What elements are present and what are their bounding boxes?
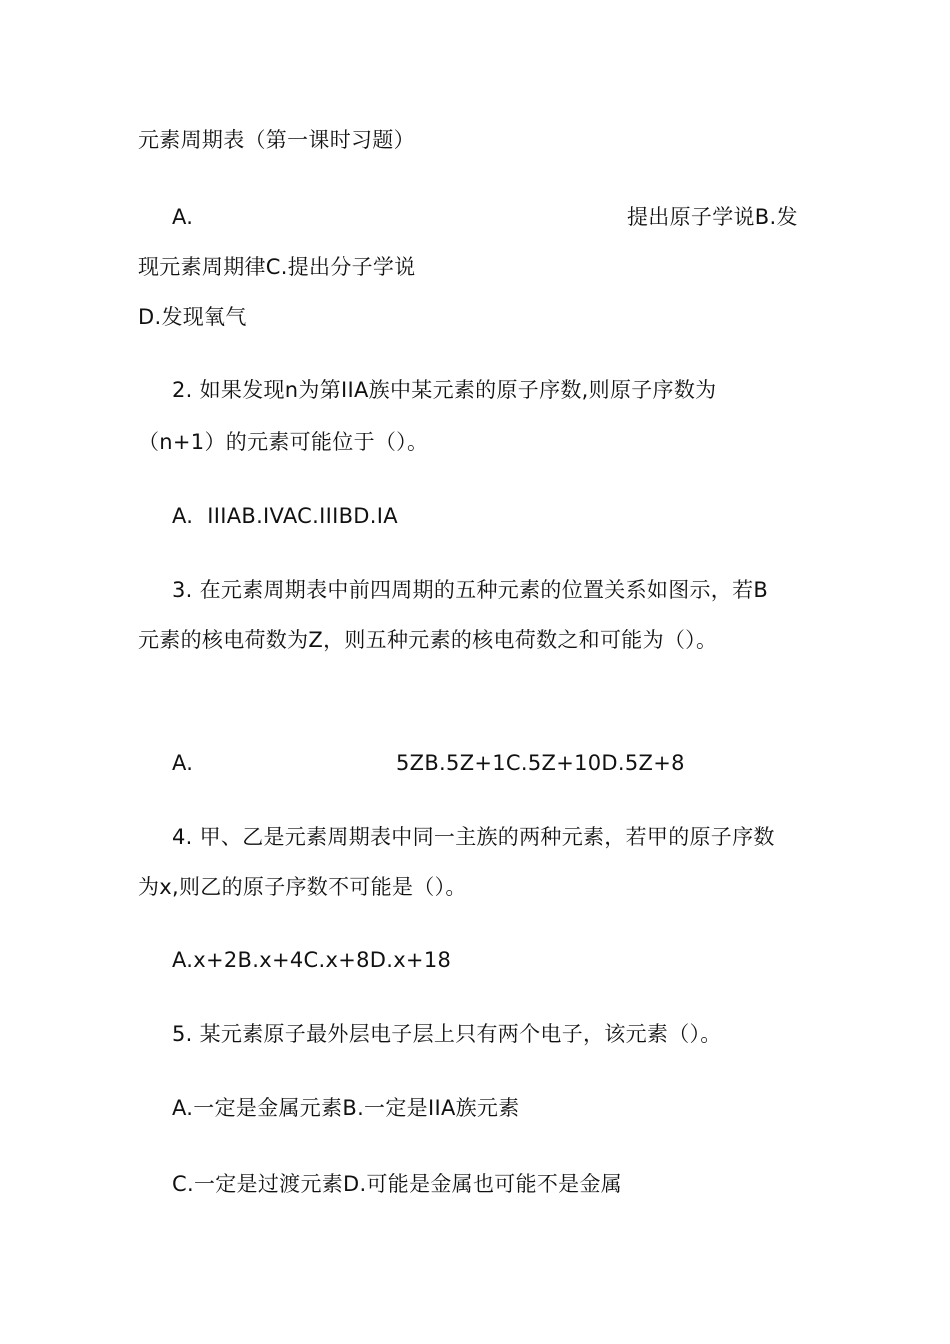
q1-option-a-text: 提出原子学说B.发 — [627, 205, 798, 229]
q5-options-cd: C.一定是过渡元素D.可能是金属也可能不是金属 — [172, 1172, 623, 1196]
q1-options-line-3: D.发现氧气 — [138, 305, 247, 329]
q5-question-line-1: 5. 某元素原子最外层电子层上只有两个电子，该元素（）。 — [172, 1022, 722, 1046]
q4-question-line-1: 4. 甲、乙是元素周期表中同一主族的两种元素，若甲的原子序数 — [172, 825, 775, 849]
q5-options-ab: A.一定是金属元素B.一定是IIA族元素 — [172, 1096, 520, 1120]
q2-options: A. IIIAB.IVAC.IIIBD.IA — [172, 504, 398, 528]
q4-options: A.x+2B.x+4C.x+8D.x+18 — [172, 948, 452, 972]
q2-question-line-2: （n+1）的元素可能位于（）。 — [138, 430, 429, 454]
q3-options: 5ZB.5Z+1C.5Z+10D.5Z+8 — [396, 751, 685, 775]
q3-question-line-2: 元素的核电荷数为Z，则五种元素的核电荷数之和可能为（）。 — [138, 628, 718, 652]
q3-question-line-1: 3. 在元素周期表中前四周期的五种元素的位置关系如图示，若B — [172, 578, 769, 602]
q4-question-line-2: 为x,则乙的原子序数不可能是（）。 — [138, 875, 467, 899]
q1-option-a-label: A. — [172, 205, 194, 229]
page-title: 元素周期表（第一课时习题） — [138, 128, 415, 152]
q2-question-line-1: 2. 如果发现n为第IIA族中某元素的原子序数,则原子序数为 — [172, 378, 717, 402]
q3-option-a-label: A. — [172, 751, 194, 775]
q1-options-line-2: 现元素周期律C.提出分子学说 — [138, 255, 416, 279]
